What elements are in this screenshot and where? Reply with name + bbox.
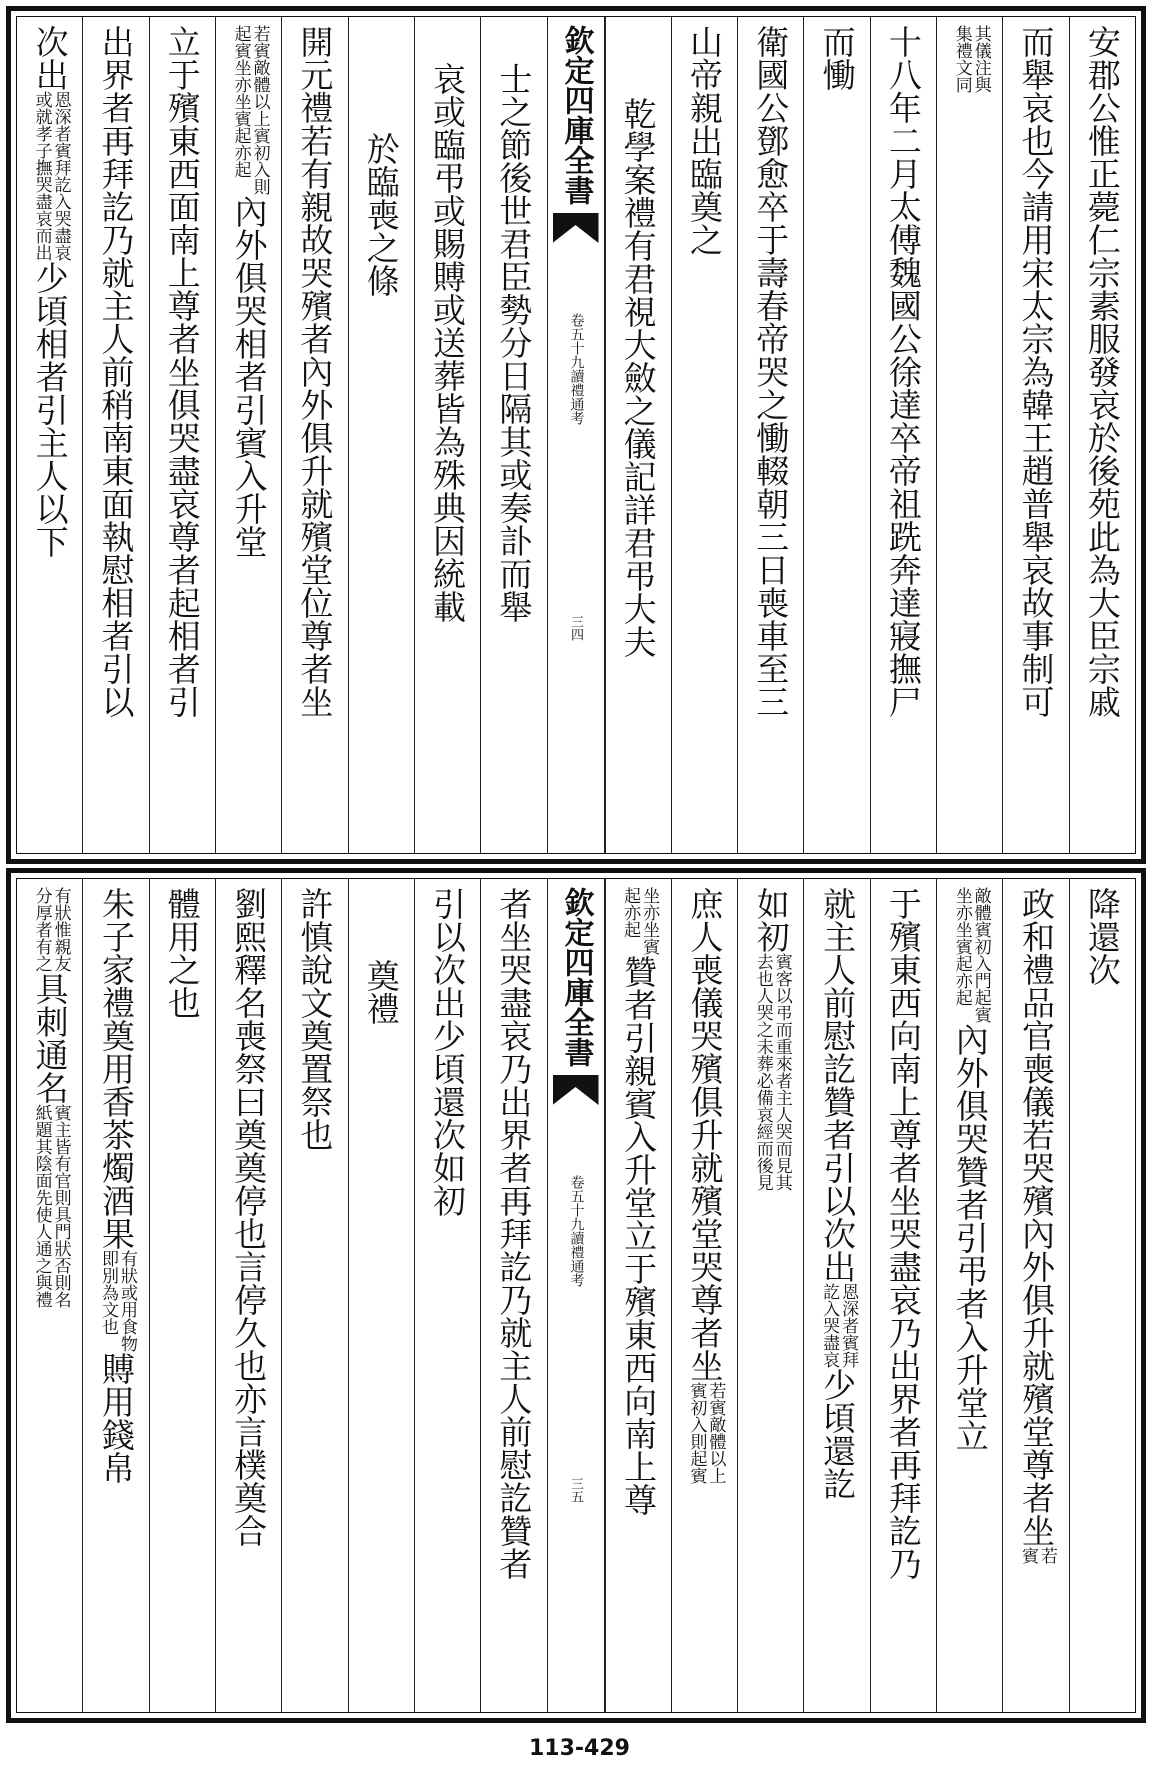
top-column-text <box>295 17 335 853</box>
bottom-commentary-note <box>31 1104 69 1308</box>
top-main-text: 內外俱哭相者引賓入升堂 <box>229 195 269 558</box>
bottom-text-column <box>803 879 869 1712</box>
top-column-text <box>230 17 268 853</box>
top-main-text: 哀或臨弔或賜賻或送葬皆為殊典因統載 <box>428 62 468 623</box>
bottom-center-subtitle-line: 讀禮通考 <box>568 1231 585 1287</box>
bottom-commentary-line: 起亦起 <box>620 887 641 938</box>
top-fishtail-mark <box>553 213 599 243</box>
bottom-main-text: 贊者引親賓入升堂立于殯東西向南上尊 <box>619 955 659 1516</box>
bottom-column-text <box>31 879 69 1712</box>
top-text-column <box>149 17 215 853</box>
top-commentary-line: 或就孝子撫哭盡哀而出 <box>31 91 52 261</box>
top-main-text: 於臨喪之條 <box>361 132 401 297</box>
top-text-column <box>1002 17 1068 853</box>
top-column-text <box>618 17 658 853</box>
bottom-main-text: 許慎說文奠置祭也 <box>295 887 335 1151</box>
bottom-main-text: 內外俱哭贊者引弔者入升堂立 <box>950 1023 990 1452</box>
bottom-text-column <box>936 879 1002 1712</box>
bottom-commentary-note <box>619 887 660 955</box>
bottom-commentary-note <box>97 1250 135 1352</box>
bottom-column-text <box>818 879 859 1712</box>
bottom-text-column <box>605 879 671 1712</box>
bottom-main-text: 政和禮品官喪儀若哭殯內外俱升就殯堂尊者坐 <box>1017 887 1057 1547</box>
top-commentary-line: 起賓坐亦坐賓起亦起 <box>230 25 251 178</box>
top-center-gutter <box>547 17 605 853</box>
top-text-column <box>936 17 1002 853</box>
bottom-column-text <box>229 879 269 1712</box>
top-main-text: 開元禮若有親故哭殯者內外俱升就殯堂位尊者坐 <box>295 25 335 718</box>
bottom-text-column <box>1069 879 1135 1712</box>
top-main-text: 士之節後世君臣勢分日隔其或奏訃而舉 <box>494 62 534 623</box>
top-center-subtitle-line: 卷五十九 <box>568 313 585 369</box>
bottom-main-text: 劉熙釋名喪祭曰奠奠停也言停久也亦言樸奠合 <box>229 887 269 1547</box>
top-main-text: 立于殯東西面南上尊者坐俱哭盡哀尊者起相者引 <box>162 25 202 718</box>
bottom-commentary-note <box>818 1283 859 1368</box>
top-commentary-note <box>951 25 989 93</box>
bottom-column-text <box>951 879 989 1712</box>
bottom-main-text: 奠禮 <box>361 959 401 1025</box>
top-text-column <box>605 17 671 853</box>
top-main-text: 山帝親出臨奠之 <box>684 25 724 256</box>
top-column-text <box>817 17 857 853</box>
top-main-text: 出界者再拜訖乃就主人前稍南東面執慰相者引以 <box>96 25 136 718</box>
bottom-commentary-line: 去也人哭之未葬必備哀經而後見 <box>752 953 773 1191</box>
top-text-column <box>1069 17 1135 853</box>
top-text-column <box>671 17 737 853</box>
bottom-text-column <box>82 879 148 1712</box>
bottom-text-column <box>149 879 215 1712</box>
bottom-center-subtitle-line: 卷五十九 <box>568 1175 585 1231</box>
bottom-fishtail-mark <box>553 1075 599 1105</box>
top-column-text <box>1082 17 1122 853</box>
bottom-commentary-line: 賓 <box>1018 1547 1039 1564</box>
bottom-commentary-line: 有狀或用食物 <box>116 1250 137 1352</box>
bottom-text-column <box>215 879 281 1712</box>
bottom-center-subtitle <box>568 1175 584 1287</box>
bottom-commentary-line: 賓初入則起賓 <box>686 1382 707 1484</box>
top-commentary-note <box>31 91 69 261</box>
top-commentary-line: 集禮文同 <box>951 25 972 93</box>
top-column-text <box>684 17 724 853</box>
bottom-main-text: 于殯東西向南上尊者坐哭盡哀乃出界者再拜訖乃 <box>883 887 923 1580</box>
top-text-column <box>215 17 281 853</box>
bottom-text-column <box>348 879 414 1712</box>
bottom-commentary-line: 賓客以弔而重來者主人哭而見其 <box>771 953 792 1191</box>
bottom-main-text: 體用之也 <box>162 887 202 1019</box>
bottom-commentary-line: 即別為文也 <box>97 1250 118 1335</box>
top-column-text <box>951 17 989 853</box>
top-main-text: 而舉哀也今請用宋太宗為韓王趙普舉哀故事制可 <box>1016 25 1056 718</box>
bottom-commentary-note <box>1017 1547 1058 1564</box>
top-text-column <box>870 17 936 853</box>
top-text-column <box>803 17 869 853</box>
bottom-column-text <box>295 879 335 1712</box>
top-commentary-line: 恩深者賓拜訖入哭盡哀 <box>50 91 71 261</box>
bottom-commentary-line: 賓主皆有官則具門狀否則名 <box>50 1104 71 1308</box>
top-main-text: 安郡公惟正薨仁宗素服發哀於後苑此為大臣宗戚 <box>1082 25 1122 718</box>
bottom-column-text <box>883 879 923 1712</box>
top-commentary-line: 其儀注與 <box>970 25 991 93</box>
top-column-text <box>31 17 69 853</box>
top-center-page-number: 三四 <box>568 615 583 641</box>
top-column-text <box>751 17 791 853</box>
bottom-text-column <box>480 879 546 1712</box>
top-column-text <box>361 17 401 853</box>
bottom-commentary-note <box>752 953 790 1191</box>
bottom-center-gutter <box>547 879 605 1712</box>
bottom-text-column <box>737 879 803 1712</box>
top-text-column <box>414 17 480 853</box>
bottom-column-text <box>685 879 726 1712</box>
bottom-text-column <box>17 879 82 1712</box>
bottom-column-text <box>1017 879 1058 1712</box>
bottom-commentary-line: 訖入哭盡哀 <box>819 1283 840 1368</box>
top-column-text <box>494 17 534 853</box>
bottom-center-title: 欽定四庫全書 <box>558 887 594 1067</box>
top-text-column <box>281 17 347 853</box>
bottom-commentary-note <box>31 887 69 972</box>
bottom-column-text <box>428 879 468 1712</box>
top-page-columns <box>16 16 1136 854</box>
top-main-text: 次出 <box>30 25 70 91</box>
top-text-column <box>348 17 414 853</box>
top-center-title: 欽定四庫全書 <box>558 25 594 205</box>
bottom-column-text <box>619 879 660 1712</box>
bottom-text-column <box>414 879 480 1712</box>
bottom-commentary-note <box>951 887 989 1023</box>
bottom-main-text: 少頃還訖 <box>818 1368 858 1500</box>
top-main-text: 少頃相者引主人以下 <box>30 261 70 558</box>
bottom-commentary-line: 敵體賓初入門起賓 <box>970 887 991 1023</box>
bottom-text-column <box>671 879 737 1712</box>
bottom-main-text: 引以次出少頃還次如初 <box>428 887 468 1217</box>
top-column-text <box>883 17 923 853</box>
bottom-main-text: 降還次 <box>1082 887 1122 986</box>
bottom-center-page-number: 三五 <box>568 1477 583 1503</box>
top-column-text <box>1016 17 1056 853</box>
bottom-text-column <box>870 879 936 1712</box>
bottom-main-text: 就主人前慰訖贊者引以次出 <box>818 887 858 1283</box>
top-text-column <box>737 17 803 853</box>
bottom-text-column <box>1002 879 1068 1712</box>
bottom-page-frame <box>6 868 1146 1723</box>
bottom-main-text: 具刺通名 <box>30 972 70 1104</box>
top-commentary-note <box>230 25 268 195</box>
top-text-column <box>82 17 148 853</box>
bottom-column-text <box>361 879 401 1712</box>
top-page-frame <box>6 6 1146 864</box>
bottom-column-text <box>97 879 135 1712</box>
top-column-text <box>96 17 136 853</box>
bottom-commentary-note <box>685 1382 726 1484</box>
bottom-main-text: 庶人喪儀哭殯俱升就殯堂哭尊者坐 <box>685 887 725 1382</box>
top-text-column <box>17 17 82 853</box>
top-center-subtitle <box>568 313 584 425</box>
top-main-text: 十八年二月太傅魏國公徐達卒帝祖跣奔達寢撫尸 <box>883 25 923 718</box>
bottom-commentary-line: 有狀惟親友 <box>50 887 71 972</box>
top-main-text: 衛國公鄧愈卒于壽春帝哭之慟輟朝三日喪車至三 <box>751 25 791 718</box>
top-main-text: 乾學案禮有君視大斂之儀記詳君弔大夫 <box>618 97 658 658</box>
top-center-subtitle-line: 讀禮通考 <box>568 369 585 425</box>
bottom-column-text <box>494 879 534 1712</box>
bottom-column-text <box>162 879 202 1712</box>
bottom-commentary-line: 若 <box>1037 1547 1058 1564</box>
bottom-main-text: 朱子家禮奠用香茶燭酒果 <box>96 887 136 1250</box>
bottom-main-text: 者坐哭盡哀乃出界者再拜訖乃就主人前慰訖贊者 <box>494 887 534 1580</box>
bottom-commentary-line: 紙題其陰面先使人通之與禮 <box>31 1104 52 1308</box>
bottom-commentary-line: 分厚者有之 <box>31 887 52 972</box>
bottom-commentary-line: 恩深者賓拜 <box>838 1283 859 1368</box>
top-column-text <box>428 17 468 853</box>
bottom-commentary-line: 坐亦坐賓 <box>639 887 660 955</box>
bottom-commentary-line: 坐亦坐賓起亦起 <box>951 887 972 1006</box>
top-column-text <box>162 17 202 853</box>
bottom-text-column <box>281 879 347 1712</box>
footer-page-number: 113-429 <box>529 1736 630 1761</box>
bottom-column-text <box>752 879 790 1712</box>
bottom-commentary-line: 若賓敵體以上 <box>705 1382 726 1484</box>
top-text-column <box>480 17 546 853</box>
bottom-main-text: 賻用錢帛 <box>96 1352 136 1484</box>
bottom-main-text: 如初 <box>751 887 791 953</box>
top-main-text: 而慟 <box>817 25 857 91</box>
top-commentary-line: 若賓敵體以上賓初入則 <box>249 25 270 195</box>
bottom-page-columns <box>16 878 1136 1713</box>
bottom-column-text <box>1082 879 1122 1712</box>
